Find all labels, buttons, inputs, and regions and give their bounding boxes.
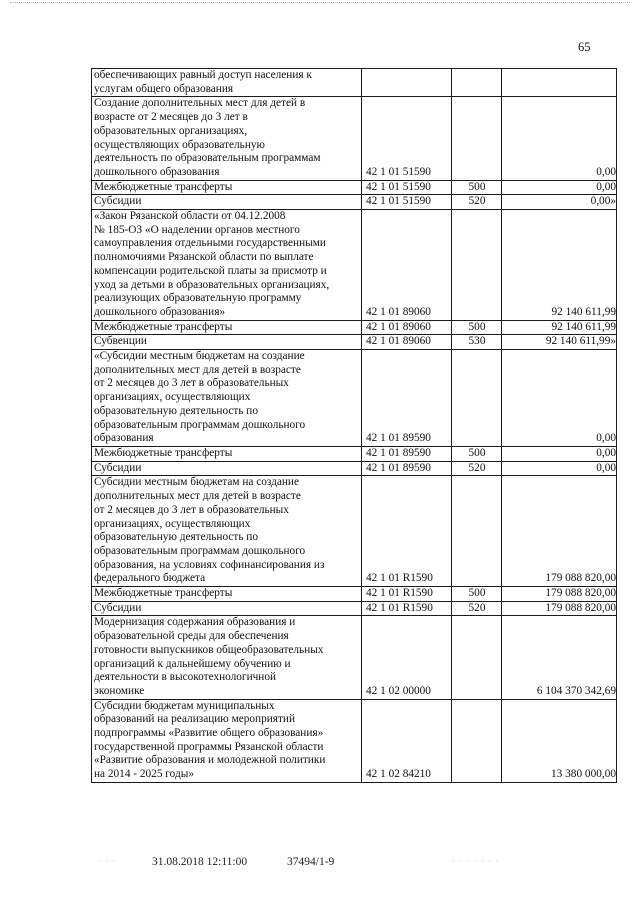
table-row <box>92 350 617 447</box>
table-row <box>92 699 617 782</box>
budget-table-body <box>92 69 617 783</box>
row-name-text: «Субсидии местным бюджетам на создание дополнительных мест для детей в возрасте от 2 месяцев до 3 лет в образовательных организациях, осуществляющих образовательную деятельность по образовательным программам дошкольного образования <box>94 350 306 445</box>
row-name-cell <box>92 601 362 616</box>
row-name-cell <box>92 210 362 321</box>
table-row <box>92 69 617 97</box>
table-row <box>92 587 617 602</box>
row-sum-cell: 0,00 <box>502 350 617 447</box>
row-name-text: Субсидии <box>94 601 142 614</box>
table-row <box>92 180 617 195</box>
row-name-cell <box>92 587 362 602</box>
row-name-text: Субвенции <box>94 335 147 348</box>
row-name-cell <box>92 476 362 587</box>
row-name-text: Субсидии местным бюджетам на создание дополнительных мест для детей в возрасте от 2 месяцев до 3 лет в образовательных организациях, осуществляющих образовательную деятельность по образовательным программам дошкольного образования, на условиях софинансирования из федерального бюджета <box>94 476 325 585</box>
row-name-text: Межбюджетные трансферты <box>94 446 233 459</box>
row-name-cell <box>92 461 362 476</box>
row-sum-cell: 0,00 <box>502 180 617 195</box>
row-type-cell: 500 <box>452 320 502 335</box>
row-sum-cell: 92 140 611,99» <box>502 335 617 350</box>
row-type-cell <box>452 97 502 180</box>
row-code-cell <box>362 69 452 97</box>
row-type-cell: 520 <box>452 601 502 616</box>
table-row <box>92 601 617 616</box>
row-type-cell <box>452 69 502 97</box>
table-row <box>92 335 617 350</box>
row-type-cell: 500 <box>452 446 502 461</box>
table-row <box>92 446 617 461</box>
row-code-cell: 42 1 01 89590 <box>362 350 452 447</box>
table-row <box>92 195 617 210</box>
table-row <box>92 97 617 180</box>
table-row <box>92 461 617 476</box>
row-type-cell <box>452 616 502 699</box>
table-row <box>92 616 617 699</box>
row-name-text: Модернизация содержания образования и образовательной среды для обеспечения готовности выпускников общеобразовательных организаций к дальнейшему обучению и деятельности в высокотехнологичной экономике <box>94 616 324 697</box>
scan-top-edge <box>10 2 630 4</box>
row-name-text: Межбюджетные трансферты <box>94 180 233 193</box>
row-name-text: Создание дополнительных мест для детей в возрасте от 2 месяцев до 3 лет в образовательных организациях, осуществляющих образовательную деятельность по образовательным программам дошкольного образования <box>94 97 321 178</box>
row-sum-cell <box>502 69 617 97</box>
row-code-cell: 42 1 02 00000 <box>362 616 452 699</box>
row-code-cell: 42 1 01 51590 <box>362 97 452 180</box>
row-type-cell <box>452 476 502 587</box>
row-name-cell <box>92 699 362 782</box>
row-name-text: Межбюджетные трансферты <box>94 587 233 600</box>
row-name-cell <box>92 350 362 447</box>
row-name-cell <box>92 180 362 195</box>
row-type-cell <box>452 699 502 782</box>
row-sum-cell: 92 140 611,99 <box>502 210 617 321</box>
row-name-text: Субсидии бюджетам муниципальных образований на реализацию мероприятий подпрограммы «Развитие общего образования» государственной программы Рязанской области «Развитие образования и молодежной политики на 2014 - 2025 годы» <box>94 699 326 781</box>
row-type-cell: 530 <box>452 335 502 350</box>
row-name-cell <box>92 320 362 335</box>
row-sum-cell: 0,00 <box>502 461 617 476</box>
row-sum-cell: 0,00 <box>502 446 617 461</box>
row-sum-cell: 0,00 <box>502 97 617 180</box>
row-code-cell: 42 1 02 84210 <box>362 699 452 782</box>
row-code-cell: 42 1 01 89590 <box>362 446 452 461</box>
footer-date: 31.08.2018 12:11:00 <box>152 856 248 868</box>
row-type-cell: 520 <box>452 195 502 210</box>
row-name-cell <box>92 195 362 210</box>
row-code-cell: 42 1 01 89060 <box>362 320 452 335</box>
row-name-text: Субсидии <box>94 195 142 208</box>
page-number: 65 <box>578 40 591 54</box>
row-type-cell: 520 <box>452 461 502 476</box>
table-row <box>92 210 617 321</box>
row-code-cell: 42 1 01 89060 <box>362 210 452 321</box>
row-code-cell: 42 1 01 51590 <box>362 195 452 210</box>
row-code-cell: 42 1 01 R1590 <box>362 601 452 616</box>
row-code-cell: 42 1 01 89060 <box>362 335 452 350</box>
scan-smudge-left: · · · <box>98 856 117 866</box>
row-type-cell <box>452 210 502 321</box>
row-type-cell <box>452 350 502 447</box>
row-code-cell: 42 1 01 51590 <box>362 180 452 195</box>
row-name-text: Межбюджетные трансферты <box>94 320 233 333</box>
row-sum-cell: 179 088 820,00 <box>502 476 617 587</box>
table-row <box>92 476 617 587</box>
row-type-cell: 500 <box>452 180 502 195</box>
row-sum-cell: 179 088 820,00 <box>502 601 617 616</box>
table-row <box>92 320 617 335</box>
row-name-cell <box>92 616 362 699</box>
row-name-cell <box>92 335 362 350</box>
row-sum-cell: 6 104 370 342,69 <box>502 616 617 699</box>
row-sum-cell: 179 088 820,00 <box>502 587 617 602</box>
scan-smudge-right: · · · · · · · <box>452 856 500 866</box>
row-name-text: обеспечивающих равный доступ населения к услугам общего образования <box>94 69 312 95</box>
row-code-cell: 42 1 01 R1590 <box>362 476 452 587</box>
row-name-text: Субсидии <box>94 461 142 474</box>
row-sum-cell: 0,00» <box>502 195 617 210</box>
row-name-cell <box>92 69 362 97</box>
row-type-cell: 500 <box>452 587 502 602</box>
budget-table <box>91 68 617 783</box>
row-code-cell: 42 1 01 89590 <box>362 461 452 476</box>
row-code-cell: 42 1 01 R1590 <box>362 587 452 602</box>
row-name-text: «Закон Рязанской области от 04.12.2008 № 185-ОЗ «О наделении органов местного самоуправления отдельными государственными полномочиями Рязанской области по выплате компенсации родительской платы за присмотр и уход за детьми в образовательных организациях, реализующих образовательную программу дошкольного образования» <box>94 210 330 318</box>
footer-document-code: 37494/1-9 <box>287 856 335 868</box>
row-sum-cell: 13 380 000,00 <box>502 699 617 782</box>
row-sum-cell: 92 140 611,99 <box>502 320 617 335</box>
row-name-cell <box>92 97 362 180</box>
row-name-cell <box>92 446 362 461</box>
